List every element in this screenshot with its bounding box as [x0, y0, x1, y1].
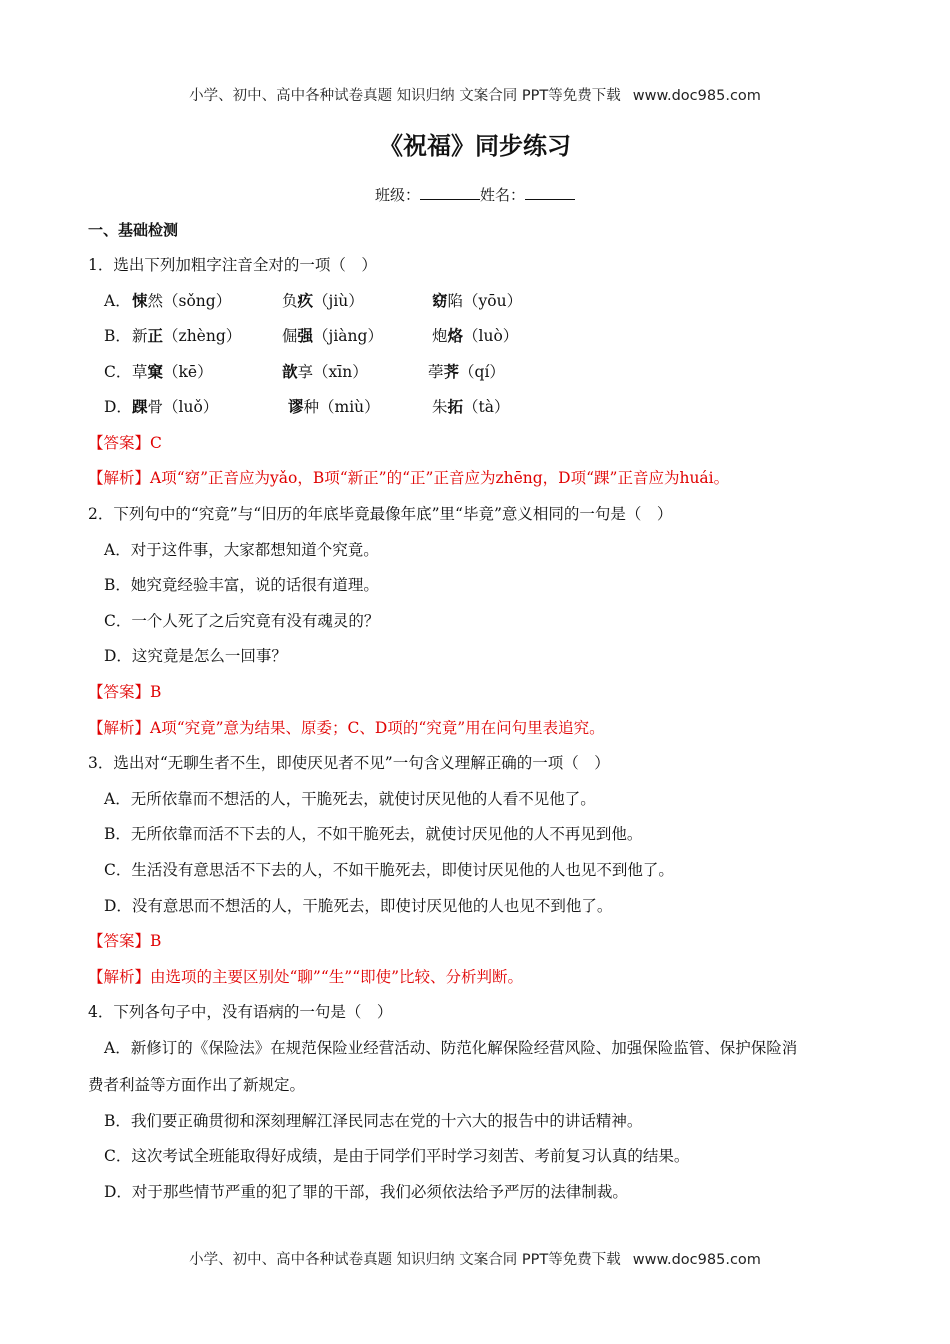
- char: 草: [132, 363, 148, 381]
- bold-char: 窈: [432, 291, 448, 310]
- name-blank[interactable]: [525, 185, 575, 200]
- char: 新: [132, 327, 148, 345]
- bold-char: 荠: [443, 362, 460, 381]
- char: 荸: [428, 363, 444, 381]
- header-site-link[interactable]: www.doc985.com: [632, 88, 761, 104]
- bold-char: 拓: [447, 397, 464, 416]
- bold-char: 谬: [288, 397, 304, 416]
- bold-char: 正: [147, 326, 164, 345]
- pinyin: （jiù）: [313, 292, 364, 310]
- q3-option-c: C．生活没有意思活不下去的人，不如干脆死去，即使讨厌见他的人也见不到他了。: [104, 861, 674, 879]
- pinyin: （qí）: [459, 363, 505, 381]
- header-text: 小学、初中、高中各种试卷真题 知识归纳 文案合同 PPT等免费下载: [189, 88, 621, 104]
- pinyin: 种（miù）: [303, 398, 380, 416]
- q3-analysis: 【解析】由选项的主要区别处“聊”“生”“即使”比较、分析判断。: [88, 968, 524, 986]
- pinyin: （tà）: [463, 398, 510, 416]
- q2-option-c: C．一个人死了之后究竟有没有魂灵的？: [104, 612, 380, 630]
- q1-answer: 【答案】C: [88, 434, 162, 452]
- pinyin: （zhèng）: [163, 327, 242, 345]
- q2-stem: 2．下列句中的“究竟”与“旧历的年底毕竟最像年底”里“毕竟”意义相同的一句是（ ）: [88, 505, 673, 523]
- bold-char: 踝: [132, 397, 148, 416]
- char: 炮: [432, 327, 448, 345]
- q2-analysis: 【解析】A项“究竟”意为结果、原委；C、D项的“究竟”用在问句里表追究。: [88, 719, 605, 737]
- q3-option-a: A．无所依靠而不想活的人，干脆死去，就使讨厌见他的人看不见他了。: [104, 790, 596, 808]
- footer-site-link[interactable]: www.doc985.com: [632, 1252, 761, 1268]
- q2-option-d: D．这究竟是怎么一回事？: [104, 647, 287, 665]
- class-label: 班级：: [374, 186, 420, 204]
- q3-stem: 3．选出对“无聊生者不生，即使厌见者不见”一句含义理解正确的一项（ ）: [88, 754, 610, 772]
- bold-char: 歆: [282, 362, 298, 381]
- bold-char: 疚: [297, 291, 314, 310]
- bold-char: 烙: [447, 326, 464, 345]
- pinyin: 陷（yōu）: [447, 292, 523, 310]
- q1-option-row-a: [0, 289, 950, 311]
- q4-option-c: C．这次考试全班能取得好成绩，是由于同学们平时学习刻苦、考前复习认真的结果。: [104, 1147, 690, 1165]
- bold-char: 窠: [147, 362, 164, 381]
- char: 负: [282, 292, 298, 310]
- q2-option-b: B．她究竟经验丰富，说的话很有道理。: [104, 576, 379, 594]
- option-letter: C．: [104, 363, 132, 381]
- footer-banner: [0, 1248, 950, 1269]
- q1-option-row-c: [0, 360, 950, 382]
- q4-option-b: B．我们要正确贯彻和深刻理解江泽民同志在党的十六大的报告中的讲话精神。: [104, 1112, 643, 1130]
- q3-answer: 【答案】B: [88, 932, 162, 950]
- pinyin: （kē）: [163, 363, 213, 381]
- class-name-line: [0, 184, 950, 205]
- q1-option-row-d: [0, 395, 950, 417]
- q4-stem: 4．下列各句子中，没有语病的一句是（ ）: [88, 1003, 393, 1021]
- q1-stem: 1．选出下列加粗字注音全对的一项（ ）: [88, 256, 377, 274]
- q2-option-a: A．对于这件事，大家都想知道个究竟。: [104, 541, 379, 559]
- option-letter: D．: [104, 398, 132, 416]
- q3-option-d: D．没有意思而不想活的人，干脆死去，即使讨厌见他的人也见不到他了。: [104, 897, 613, 915]
- pinyin: （jiàng）: [313, 327, 383, 345]
- section-heading: 一、基础检测: [88, 221, 179, 239]
- pinyin: （luò）: [463, 327, 519, 345]
- q3-option-b: B．无所依靠而活不下去的人，不如干脆死去，就使讨厌见他的人不再见到他。: [104, 825, 643, 843]
- name-label: 姓名：: [480, 186, 526, 204]
- q4-option-d: D．对于那些情节严重的犯了罪的干部，我们必须依法给予严厉的法律制裁。: [104, 1183, 628, 1201]
- q1-option-row-b: [0, 324, 950, 346]
- q2-answer: 【答案】B: [88, 683, 162, 701]
- q1-analysis: 【解析】A项“窈”正音应为yǎo，B项“新正”的“正”正音应为zhēng，D项“踝”正音应为huái。: [88, 469, 730, 487]
- char: 朱: [432, 398, 448, 416]
- bold-char: 悚: [132, 291, 148, 310]
- pinyin: 享（xīn）: [297, 363, 368, 381]
- footer-text: 小学、初中、高中各种试卷真题 知识归纳 文案合同 PPT等免费下载: [189, 1252, 621, 1268]
- page-title: 《祝福》同步练习: [379, 132, 571, 160]
- option-letter: B．: [104, 327, 131, 345]
- q4-option-a-line1: A．新修订的《保险法》在规范保险业经营活动、防范化解保险经营风险、加强保险监管、保护保险消: [104, 1039, 798, 1057]
- header-banner: [0, 84, 950, 105]
- char: 倔: [282, 327, 298, 345]
- q4-option-a-line2: 费者利益等方面作出了新规定。: [88, 1076, 306, 1094]
- bold-char: 强: [297, 326, 314, 345]
- pinyin: 骨（luǒ）: [147, 398, 219, 416]
- option-letter: A．: [104, 292, 131, 310]
- pinyin: 然（sǒng）: [147, 292, 232, 310]
- class-blank[interactable]: [420, 185, 480, 200]
